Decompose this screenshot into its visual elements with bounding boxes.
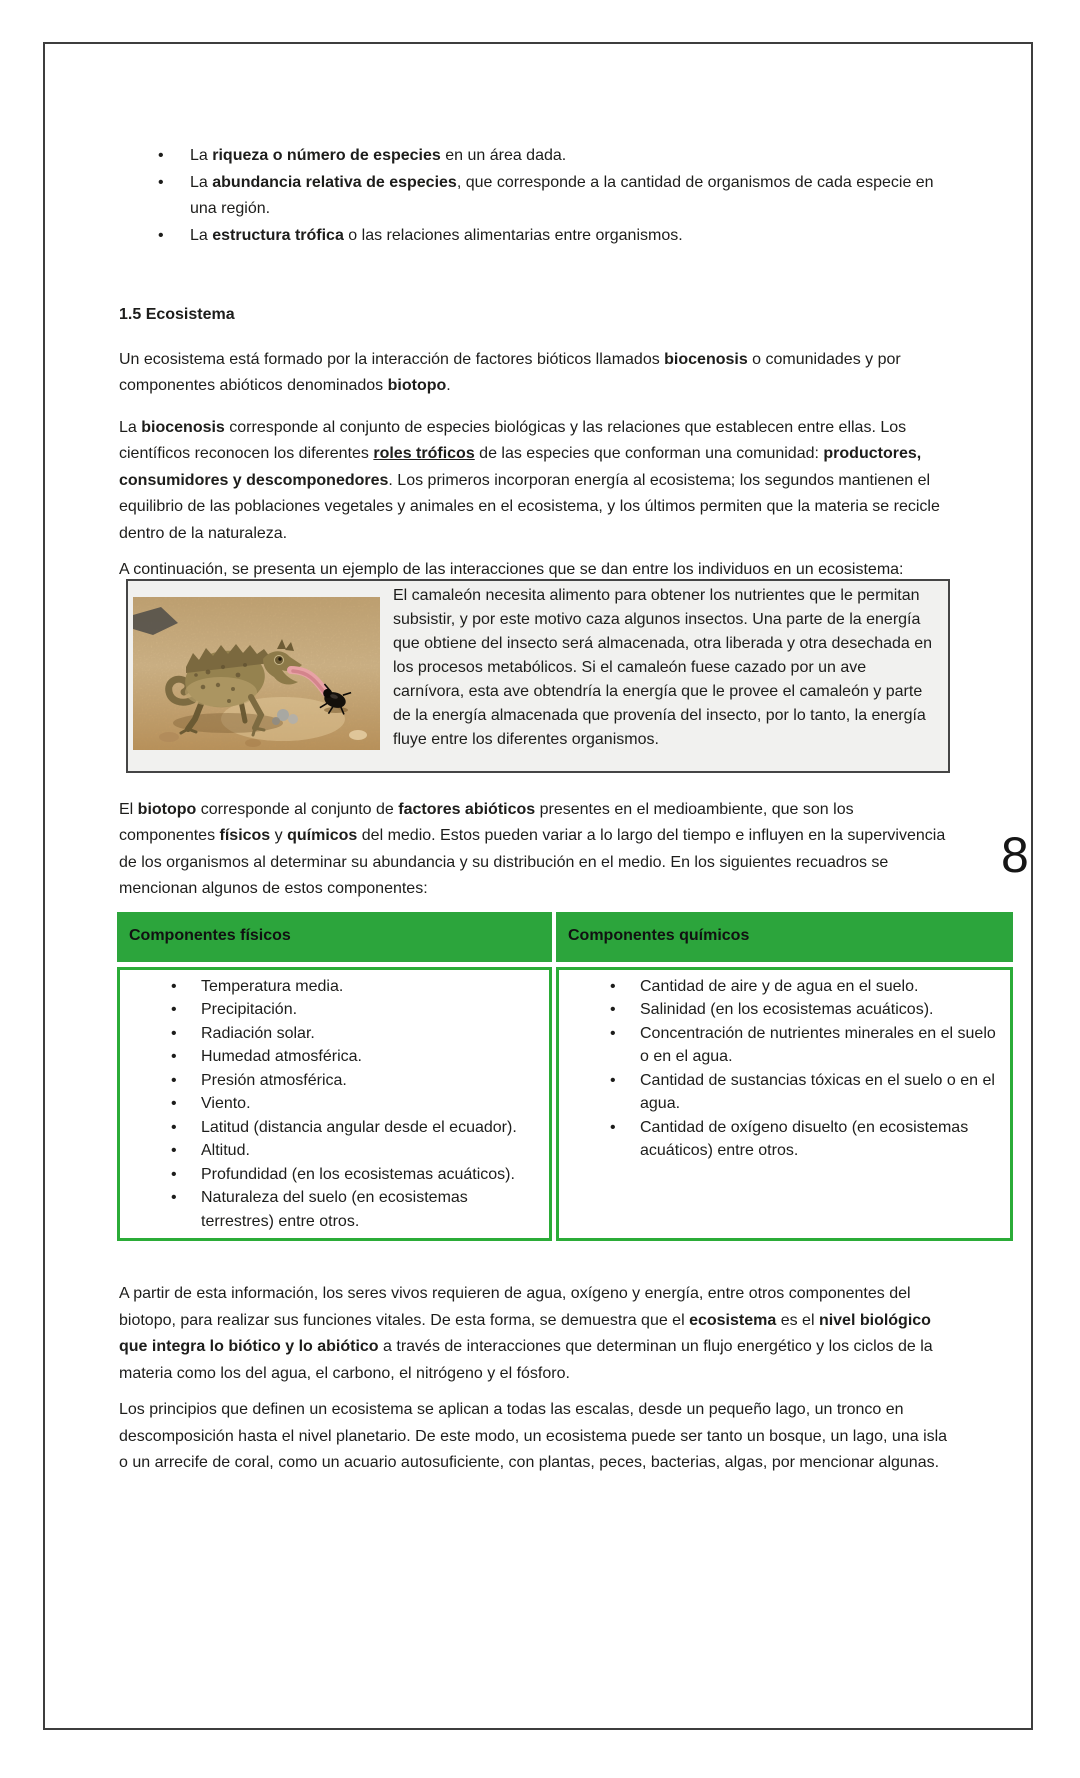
list-item-text: Naturaleza del suelo (en ecosistemas terrestres) entre otros. (201, 1189, 468, 1230)
physical-components-header: Componentes físicos (117, 912, 552, 962)
bullet-icon: • (171, 1071, 177, 1089)
list-item-text: La riqueza o número de especies en un área dada. (190, 147, 567, 164)
bullet-icon: • (171, 1048, 177, 1065)
bullet-icon: • (171, 977, 177, 995)
physical-components-list (117, 967, 552, 1242)
paragraph-biotopo: El biotopo corresponde al conjunto de factores abióticos presentes en el medioambiente, que son los componentes físicos y químicos del medio. Estos pueden variar a lo largo del tiempo e influyen en la supervivencia de los organismos al determinar su abundancia y su distribución en el medio. En los siguientes recuadros se mencionan algunos de estos componentes: (119, 800, 946, 897)
list-item (136, 1163, 539, 1187)
bullet-icon: • (171, 1189, 177, 1206)
list-item (136, 1116, 539, 1140)
top-bullet-list (119, 143, 950, 249)
chemical-components-list (556, 967, 1013, 1242)
document-content (119, 143, 996, 1477)
list-item (119, 143, 950, 170)
chemical-components-header: Componentes químicos (556, 912, 1013, 962)
bullet-icon: • (610, 977, 616, 995)
bullet-icon: • (610, 1071, 616, 1089)
list-item (575, 1069, 1000, 1116)
bullet-icon: • (158, 147, 164, 164)
bullet-icon: • (610, 1118, 616, 1136)
list-item-text: Profundidad (en los ecosistemas acuáticos). (201, 1165, 515, 1183)
paragraph-escalas: Los principios que definen un ecosistema se aplican a todas las escalas, desde un pequeño lago, un tronco en descomposición hasta el nivel planetario. De este modo, un ecosistema puede ser tanto un bosque, un lago, una isla o un arrecife de coral, como un acuario autosuficiente, con plantas, peces, bacterias, algas, por mencionar algunas. (119, 1401, 948, 1471)
bullet-icon: • (158, 173, 164, 191)
list-item-text: Viento. (201, 1095, 251, 1112)
list-item-text: Presión atmosférica. (201, 1071, 347, 1089)
bullet-icon: • (171, 1024, 177, 1042)
list-item (575, 975, 1000, 999)
paragraph-ejemplo-intro: A continuación, se presenta un ejemplo de las interacciones que se dan entre los individuos en un ecosistema: (119, 561, 904, 578)
bullet-icon: • (171, 1165, 177, 1183)
list-item (575, 1116, 1000, 1163)
components-table (117, 912, 1017, 1242)
list-item (119, 170, 950, 223)
bullet-icon: • (171, 1001, 177, 1018)
bullet-icon: • (610, 1024, 616, 1042)
list-item (575, 998, 1000, 1022)
list-item-text: Cantidad de oxígeno disuelto (en ecosistemas acuáticos) entre otros. (640, 1118, 969, 1159)
bullet-icon: • (171, 1095, 177, 1112)
list-item-text: Altitud. (201, 1142, 250, 1159)
list-item-text: Humedad atmosférica. (201, 1048, 362, 1065)
list-item (119, 223, 950, 250)
bullet-icon: • (171, 1142, 177, 1159)
chemical-components-column (556, 912, 1013, 1242)
list-item (575, 1022, 1000, 1069)
physical-components-column (117, 912, 552, 1242)
example-box-text: El camaleón necesita alimento para obtener los nutrientes que le permitan subsistir, y por este motivo caza algunos insectos. Una parte de la energía que obtiene del insecto será almacenada, otra liberada y otra desechada en los procesos metabólicos. Si el camaleón fuese cazado por un ave carnívora, esta ave obtendría la energía que le provee el camaleón y parte de la energía almacenada que provenía del insecto, por lo tanto, la energía fluye entre los diferentes organismos. (393, 586, 933, 748)
example-box (126, 579, 950, 773)
list-item (136, 1139, 539, 1163)
list-item-text: La abundancia relativa de especies, que corresponde a la cantidad de organismos de cada especie en una región. (190, 173, 934, 217)
list-item (136, 998, 539, 1022)
list-item (136, 1022, 539, 1046)
list-item-text: Latitud (distancia angular desde el ecuador). (201, 1118, 517, 1136)
chameleon-photo (133, 597, 380, 750)
bullet-icon: • (158, 226, 164, 244)
list-item (136, 1069, 539, 1093)
list-item-text: Cantidad de sustancias tóxicas en el suelo o en el agua. (640, 1071, 995, 1112)
list-item-text: Concentración de nutrientes minerales en el suelo o en el agua. (640, 1024, 996, 1065)
list-item-text: Cantidad de aire y de agua en el suelo. (640, 977, 919, 995)
list-item-text: Precipitación. (201, 1001, 298, 1018)
list-item-text: Salinidad (en los ecosistemas acuáticos). (640, 1001, 934, 1018)
paragraph-biocenosis: La biocenosis corresponde al conjunto de especies biológicas y las relaciones que establecen entre ellas. Los científicos reconocen los diferentes roles tróficos de las especies que conforman una comunidad: productores, consumidores y descomponedores. Los primeros incorporan energía al ecosistema; los segundos mantienen el equilibrio de las poblaciones vegetales y animales en el ecosistema, y los últimos permiten que la materia se recicle dentro de la naturaleza. (119, 418, 940, 542)
list-item (136, 975, 539, 999)
list-item-text: Temperatura media. (201, 977, 344, 995)
bullet-icon: • (171, 1118, 177, 1136)
bullet-icon: • (610, 1001, 616, 1018)
section-heading: 1.5 Ecosistema (119, 306, 235, 323)
list-item (136, 1092, 539, 1116)
paragraph-ecosistema-intro: Un ecosistema está formado por la interacción de factores bióticos llamados biocenosis o comunidades y por componentes abióticos denominados biotopo. (119, 350, 901, 394)
paragraph-conclusion: A partir de esta información, los seres vivos requieren de agua, oxígeno y energía, entre otros componentes del biotopo, para realizar sus funciones vitales. De esta forma, se demuestra que el ecosistema es el nivel biológico que integra lo biótico y lo abiótico a través de interacciones que determinan un flujo energético y los ciclos de la materia como los del agua, el carbono, el nitrógeno y el fósforo. (119, 1285, 933, 1382)
list-item-text: La estructura trófica o las relaciones alimentarias entre organismos. (190, 226, 683, 244)
list-item (136, 1186, 539, 1233)
list-item-text: Radiación solar. (201, 1024, 315, 1042)
page-number: 8 (1001, 827, 1029, 883)
list-item (136, 1045, 539, 1069)
